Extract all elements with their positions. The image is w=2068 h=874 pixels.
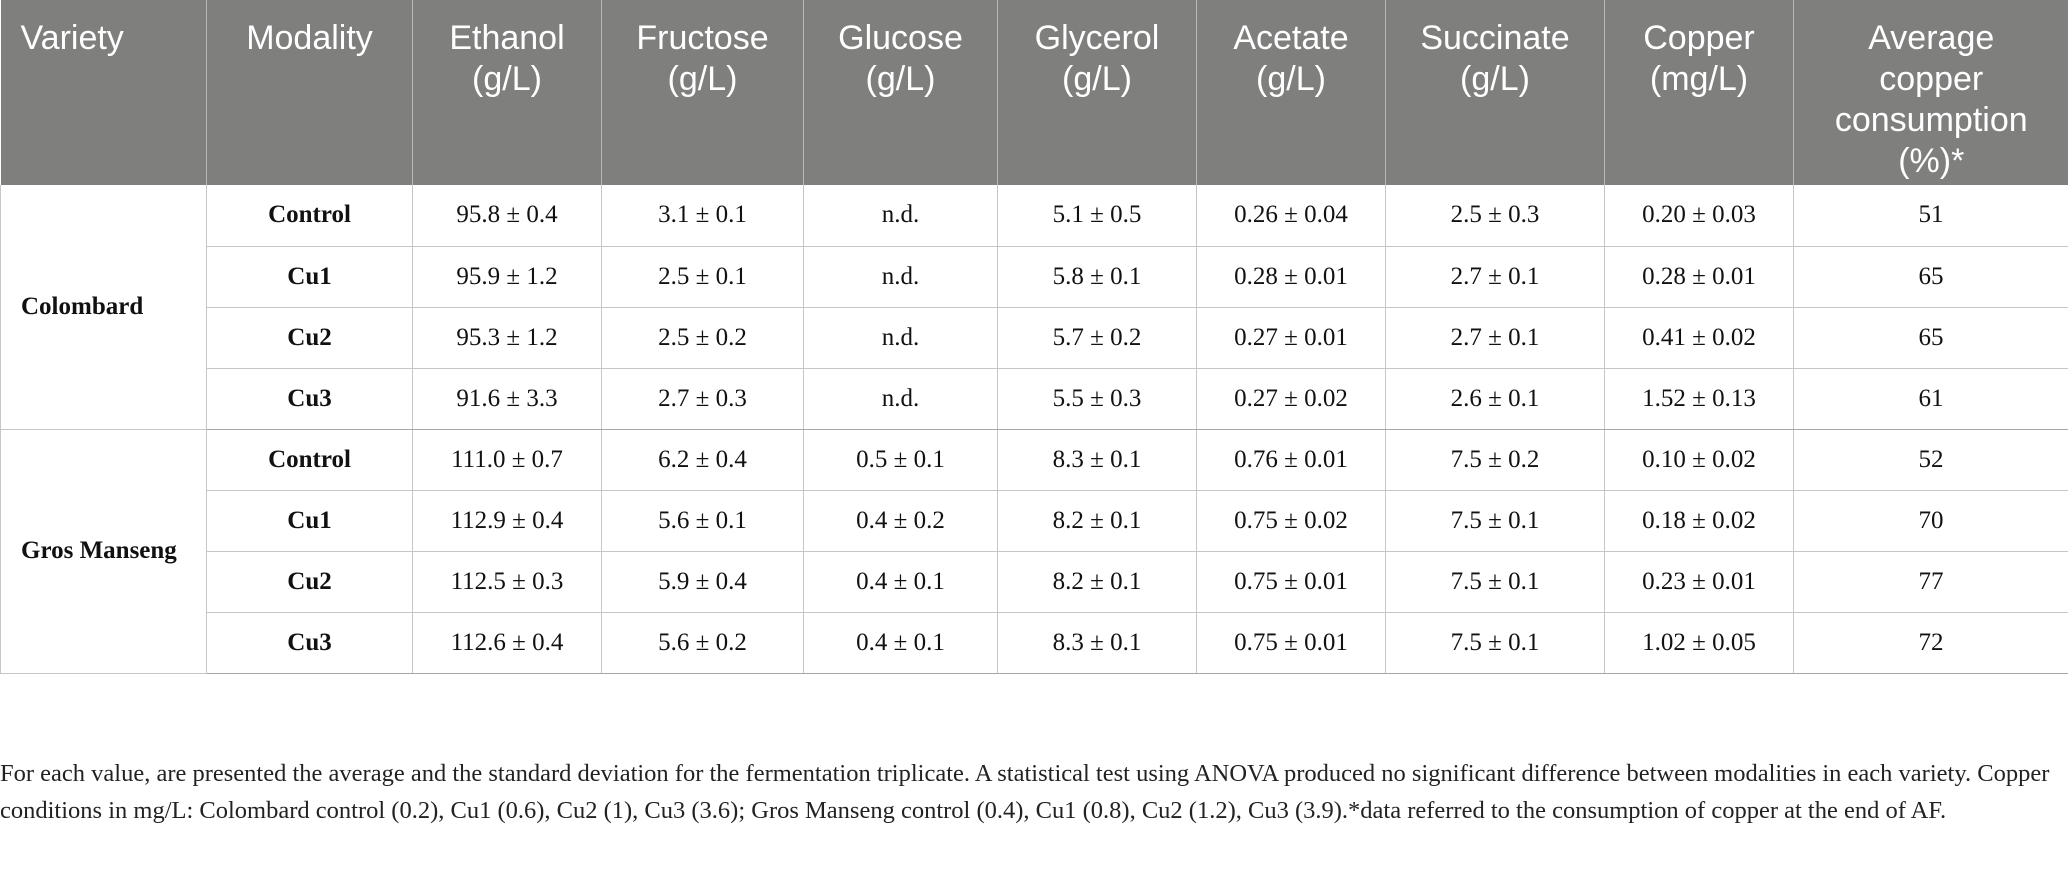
value-cell: 5.7 ± 0.2	[998, 307, 1197, 368]
column-header-line: Average	[1868, 19, 1995, 57]
value-cell: 0.26 ± 0.04	[1197, 185, 1386, 246]
value-cell: 2.5 ± 0.3	[1386, 185, 1605, 246]
modality-cell: Cu3	[207, 368, 413, 429]
modality-cell: Cu1	[207, 246, 413, 307]
value-cell: 0.4 ± 0.1	[804, 612, 998, 673]
column-header-line: Acetate	[1233, 19, 1349, 57]
value-cell: 0.75 ± 0.02	[1197, 490, 1386, 551]
table-row	[1, 185, 2068, 246]
value-cell: n.d.	[804, 246, 998, 307]
value-cell: 5.5 ± 0.3	[998, 368, 1197, 429]
table-row	[1, 612, 2068, 673]
column-header-line: (%)*	[1898, 142, 1965, 180]
variety-cell: Gros Manseng	[1, 429, 207, 673]
value-cell: 95.8 ± 0.4	[413, 185, 602, 246]
value-cell: 2.7 ± 0.1	[1386, 246, 1605, 307]
value-cell: 91.6 ± 3.3	[413, 368, 602, 429]
value-cell: 2.7 ± 0.1	[1386, 307, 1605, 368]
value-cell: 0.4 ± 0.1	[804, 551, 998, 612]
column-header	[413, 0, 602, 185]
value-cell: 8.2 ± 0.1	[998, 490, 1197, 551]
table-row	[1, 490, 2068, 551]
column-header-line: Glucose	[838, 19, 963, 57]
value-cell: 0.75 ± 0.01	[1197, 551, 1386, 612]
column-header-line: Ethanol	[449, 19, 565, 57]
variety-cell: Colombard	[1, 185, 207, 429]
value-cell: 51	[1794, 185, 2068, 246]
value-cell: 65	[1794, 246, 2068, 307]
value-cell: 0.28 ± 0.01	[1197, 246, 1386, 307]
value-cell: 0.28 ± 0.01	[1605, 246, 1794, 307]
column-header-line: Fructose	[636, 19, 769, 57]
value-cell: 0.10 ± 0.02	[1605, 429, 1794, 490]
column-header-line: consumption	[1834, 101, 2028, 139]
value-cell: 70	[1794, 490, 2068, 551]
value-cell: 61	[1794, 368, 2068, 429]
modality-cell: Control	[207, 185, 413, 246]
value-cell: 7.5 ± 0.2	[1386, 429, 1605, 490]
value-cell: 5.6 ± 0.2	[602, 612, 804, 673]
column-header-line: (g/L)	[472, 60, 542, 98]
value-cell: 0.27 ± 0.01	[1197, 307, 1386, 368]
value-cell: 3.1 ± 0.1	[602, 185, 804, 246]
column-header	[1197, 0, 1386, 185]
value-cell: 8.2 ± 0.1	[998, 551, 1197, 612]
column-header	[602, 0, 804, 185]
column-header-line: (g/L)	[667, 60, 738, 98]
table-row	[1, 429, 2068, 490]
value-cell: 8.3 ± 0.1	[998, 429, 1197, 490]
modality-cell: Cu3	[207, 612, 413, 673]
column-header-line: copper	[1879, 60, 1984, 98]
column-header	[1794, 0, 2068, 185]
value-cell: 95.3 ± 1.2	[413, 307, 602, 368]
header-row	[1, 0, 2068, 185]
value-cell: 2.5 ± 0.2	[602, 307, 804, 368]
value-cell: 0.41 ± 0.02	[1605, 307, 1794, 368]
value-cell: 77	[1794, 551, 2068, 612]
value-cell: 0.76 ± 0.01	[1197, 429, 1386, 490]
column-header	[1, 0, 207, 185]
value-cell: 2.6 ± 0.1	[1386, 368, 1605, 429]
column-header-line: Succinate	[1420, 19, 1570, 57]
column-header	[804, 0, 998, 185]
modality-cell: Cu1	[207, 490, 413, 551]
value-cell: 7.5 ± 0.1	[1386, 490, 1605, 551]
value-cell: 112.9 ± 0.4	[413, 490, 602, 551]
value-cell: 72	[1794, 612, 2068, 673]
value-cell: 2.5 ± 0.1	[602, 246, 804, 307]
column-header-line: Variety	[20, 19, 124, 57]
modality-cell: Cu2	[207, 307, 413, 368]
value-cell: 8.3 ± 0.1	[998, 612, 1197, 673]
value-cell: 0.20 ± 0.03	[1605, 185, 1794, 246]
modality-cell: Control	[207, 429, 413, 490]
value-cell: 6.2 ± 0.4	[602, 429, 804, 490]
table-body	[1, 185, 2068, 673]
value-cell: 5.1 ± 0.5	[998, 185, 1197, 246]
column-header	[207, 0, 413, 185]
value-cell: 0.27 ± 0.02	[1197, 368, 1386, 429]
value-cell: 7.5 ± 0.1	[1386, 612, 1605, 673]
table-row	[1, 246, 2068, 307]
value-cell: 112.6 ± 0.4	[413, 612, 602, 673]
value-cell: 1.02 ± 0.05	[1605, 612, 1794, 673]
value-cell: 0.75 ± 0.01	[1197, 612, 1386, 673]
value-cell: 5.8 ± 0.1	[998, 246, 1197, 307]
modality-cell: Cu2	[207, 551, 413, 612]
column-header	[1605, 0, 1794, 185]
value-cell: 1.52 ± 0.13	[1605, 368, 1794, 429]
column-header-line: (g/L)	[865, 60, 936, 98]
value-cell: 0.23 ± 0.01	[1605, 551, 1794, 612]
value-cell: 0.5 ± 0.1	[804, 429, 998, 490]
table-row	[1, 551, 2068, 612]
value-cell: 7.5 ± 0.1	[1386, 551, 1605, 612]
column-header-line: Modality	[246, 19, 373, 57]
column-header-line: Copper	[1643, 19, 1755, 57]
value-cell: n.d.	[804, 185, 998, 246]
column-header-line: (g/L)	[1460, 60, 1530, 98]
column-header-line: (mg/L)	[1649, 60, 1749, 98]
value-cell: 0.4 ± 0.2	[804, 490, 998, 551]
column-header	[1386, 0, 1605, 185]
table-row	[1, 307, 2068, 368]
value-cell: 2.7 ± 0.3	[602, 368, 804, 429]
value-cell: 5.6 ± 0.1	[602, 490, 804, 551]
column-header	[998, 0, 1197, 185]
value-cell: n.d.	[804, 368, 998, 429]
value-cell: 0.18 ± 0.02	[1605, 490, 1794, 551]
value-cell: 5.9 ± 0.4	[602, 551, 804, 612]
value-cell: 112.5 ± 0.3	[413, 551, 602, 612]
value-cell: 111.0 ± 0.7	[413, 429, 602, 490]
value-cell: 52	[1794, 429, 2068, 490]
table-footnote: For each value, are presented the average and the standard deviation for the fermentation triplicate. A statistical test using ANOVA produced no significant difference between modalities in each variety. Copper conditions in mg/L: Colombard control (0.2), Cu1 (0.6), Cu2 (1), Cu3 (3.6); Gros Manseng control (0.4), Cu1 (0.8), Cu2 (1.2), Cu3 (3.9).*data referred to the consumption of copper at the end of AF.	[0, 760, 2050, 824]
column-header-line: (g/L)	[1256, 60, 1326, 98]
value-cell: n.d.	[804, 307, 998, 368]
table-row	[1, 368, 2068, 429]
column-header-line: (g/L)	[1062, 60, 1132, 98]
column-header-line: Glycerol	[1034, 19, 1160, 57]
value-cell: 65	[1794, 307, 2068, 368]
value-cell: 95.9 ± 1.2	[413, 246, 602, 307]
